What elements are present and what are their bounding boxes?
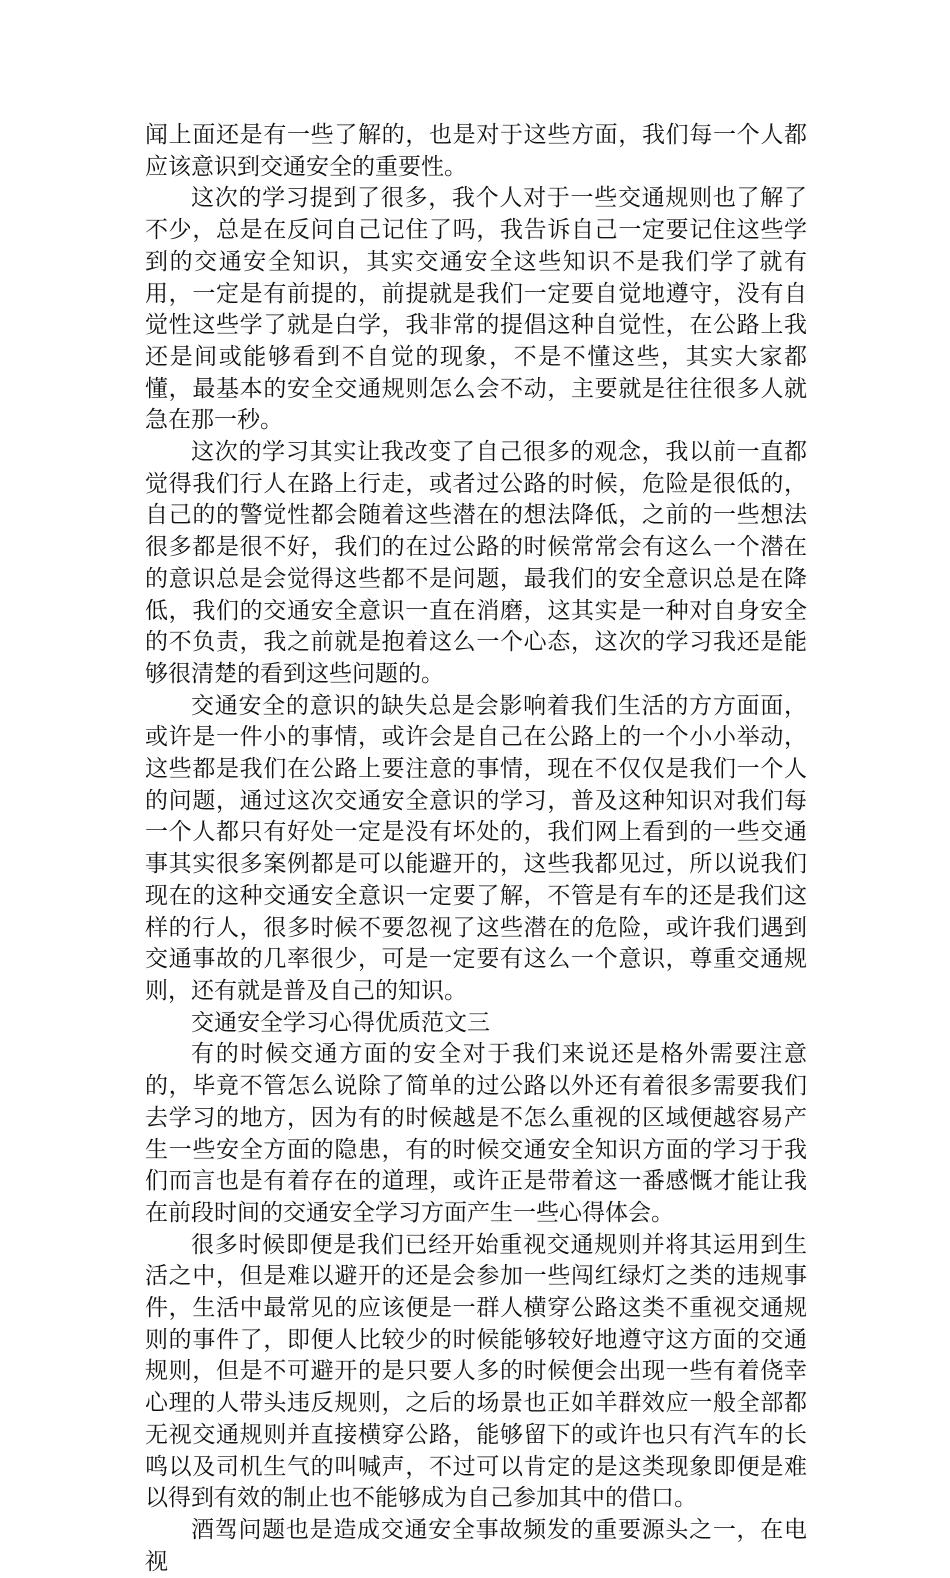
paragraph: 闻上面还是有一些了解的，也是对于这些方面，我们每一个人都应该意识到交通安全的重要性。	[145, 122, 807, 180]
paragraph: 很多时候即便是我们已经开始重视交通规则并将其运用到生活之中，但是难以避开的还是会参加一些闯红绿灯之类的违规事件，生活中最常见的应该便是一群人横穿公路这类不重视交通规则的事件了，即便人比较少的时候能够较好地遵守这方面的交通规则，但是不可避开的是只要人多的时候便会出现一些有着侥幸心理的人带头违反规则，之后的场景也正如羊群效应一般全部都无视交通规则并直接横穿公路，能够留下的或许也只有汽车的长鸣以及司机生气的叫喊声，不过可以肯定的是这类现象即便是难以得到有效的制止也不能够成为自己参加其中的借口。	[145, 1231, 807, 1512]
paragraph: 有的时候交通方面的安全对于我们来说还是格外需要注意的，毕竟不管怎么说除了简单的过公路以外还有着很多需要我们去学习的地方，因为有的时候越是不怎么重视的区域便越容易产生一些安全方面的隐患，有的时候交通安全知识方面的学习于我们而言也是有着存在的道理，或许正是带着这一番感慨才能让我在前段时间的交通安全学习方面产生一些心得体会。	[145, 1041, 807, 1226]
paragraph: 这次的学习其实让我改变了自己很多的观念，我以前一直都觉得我们行人在路上行走，或者过公路的时候，危险是很低的，自己的的警觉性都会随着这些潜在的想法降低，之前的一些想法很多都是很不好，我们的在过公路的时候常常会有这么一个潜在的意识总是会觉得这些都不是问题，最我们的安全意识总是在降低，我们的交通安全意识一直在消磨，这其实是一种对自身安全的不负责，我之前就是抱着这么一个心态，这次的学习我还是能够很清楚的看到这些问题的。	[145, 439, 807, 687]
document-body	[145, 120, 807, 1578]
paragraph: 交通安全的意识的缺失总是会影响着我们生活的方方面面，或许是一件小的事情，或许会是自己在公路上的一个小小举动，这些都是我们在公路上要注意的事情，现在不仅仅是我们一个人的问题，通过这次交通安全意识的学习，普及这种知识对我们每一个人都只有好处一定是没有坏处的，我们网上看到的一些交通事其实很多案例都是可以能避开的，这些我都见过，所以说我们现在的这种交通安全意识一定要了解，不管是有车的还是我们这样的行人，很多时候不要忽视了这些潜在的危险，或许我们遇到交通事故的几率很少，可是一定要有这么一个意识，尊重交通规则，还有就是普及自己的知识。	[145, 692, 807, 1004]
paragraph: 这次的学习提到了很多，我个人对于一些交通规则也了解了不少，总是在反问自己记住了吗，我告诉自己一定要记住这些学到的交通安全知识，其实交通安全这些知识不是我们学了就有用，一定是有前提的，前提就是我们一定要自觉地遵守，没有自觉性这些学了就是白学，我非常的提倡这种自觉性，在公路上我还是间或能够看到不自觉的现象，不是不懂这些，其实大家都懂，最基本的安全交通规则怎么会不动，主要就是往往很多人就急在那一秒。	[145, 185, 807, 434]
paragraph: 酒驾问题也是造成交通安全事故频发的重要源头之一，在电视	[145, 1516, 807, 1575]
section-heading: 交通安全学习心得优质范文三	[191, 1009, 490, 1036]
